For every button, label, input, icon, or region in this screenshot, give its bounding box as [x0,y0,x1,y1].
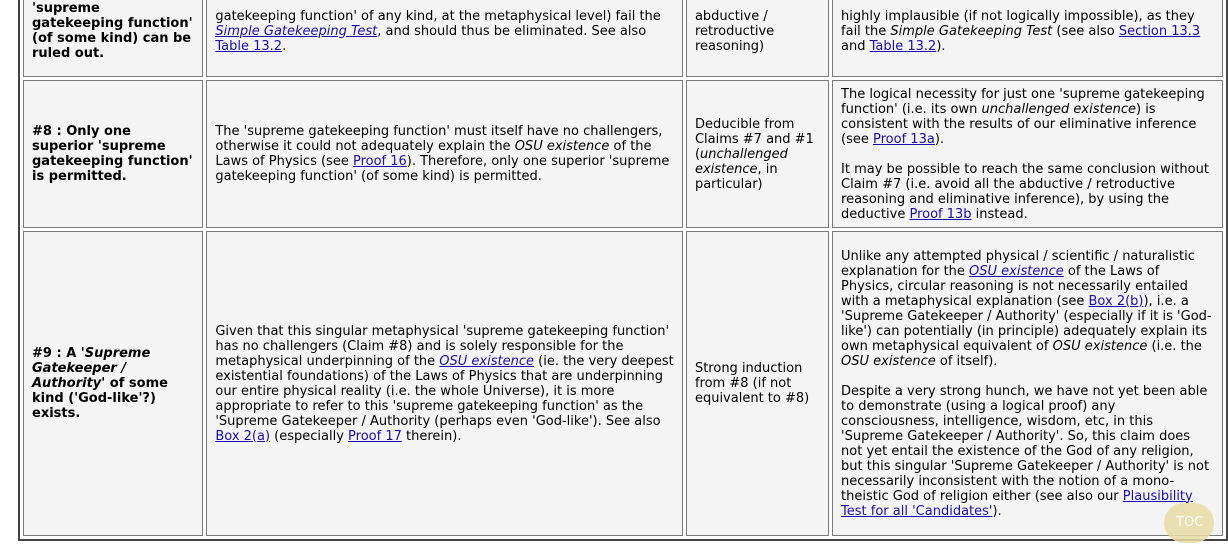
cross-reference-link[interactable]: OSU existence [439,353,534,369]
paragraph [841,162,1214,222]
text-run: Deducible from Claims #7 and #1 ( [694,116,814,162]
text-run: Despite a very strong hunch, we have not yet been able to demonstrate (using a logical proof) any consciousness, intelligence, wisdom, etc, in this 'Supreme Gatekeeper / Authority'. So, this claim does not yet entail the existence of the God of any religion, but this singular 'Supreme Gatekeeper / Authority' is not necessarily inconsistent with the notion of a mono-theistic God of religion either (see also our [841,383,1210,504]
text-run: OSU existence [514,139,610,154]
table-row [23,0,1223,77]
explanation-cell [206,80,683,228]
explanation-cell [206,231,683,536]
cross-reference-link[interactable]: OSU existence [969,263,1064,279]
text-run: ). [936,38,946,54]
text-run: gatekeeping function' of any kind, at the metaphysical level) fail the [215,8,661,24]
paragraph [215,124,674,184]
text-run: ). [934,131,945,147]
comments-cell [832,80,1223,228]
claims-table-body [23,0,1223,536]
claim-cell [23,80,203,228]
text-run: Unlike any attempted physical / scientific / naturalistic explanation for the [841,248,1195,279]
reasoning-cell [686,231,829,536]
text-run: ' of some kind ('God-like'?) exists. [32,376,168,421]
explanation-cell [206,0,683,77]
text-run: OSU existence [841,353,936,369]
text-run: (ie. the very deepest existential foundations) of the Laws of Physics that are underpinning our entire physical reality (i.e. the whole Universe), it is more appropriate to refer to this 'supreme gatekeeping function' as the 'Supreme Gatekeeper / Authority (perhaps even 'God-like'). See also [215,353,674,429]
text-run: ). [992,503,1002,519]
text-run: abductive / retroductive reasoning) [694,8,775,54]
text-run: Given that this singular metaphysical 'supreme gatekeeping function' has no challengers (Claim #8) and is solely responsible for the metaphysical underpinning of the [215,323,670,369]
cross-reference-link[interactable]: Proof 13a [873,131,935,147]
cross-reference-link[interactable]: Simple Gatekeeping Test [215,23,378,39]
text-run: . [282,38,287,54]
cross-reference-link[interactable]: Proof 16 [352,154,407,169]
paragraph [841,384,1214,519]
text-run: Supreme Gatekeeper / Authority [32,346,151,391]
text-run: #8 : Only one superior 'supreme gatekeeping function' is permitted. [32,124,193,184]
comments-cell [832,0,1223,77]
reasoning-cell [686,0,829,77]
text-run: , and should thus be eliminated. See also [377,23,647,39]
text-run: of itself). [935,353,998,369]
cross-reference-link[interactable]: Proof 13b [909,206,972,222]
text-run: (especially [270,428,349,444]
cross-reference-link[interactable]: Box 2(a) [215,428,271,444]
table-row [23,80,1223,228]
claims-table [18,0,1228,541]
text-run: 'supreme gatekeeping function' (of some kind) can be ruled out. [32,1,193,61]
table-row [23,231,1223,536]
reasoning-cell [686,80,829,228]
text-run: It may be possible to reach the same conclusion without Claim #7 (i.e. avoid all the abductive / retroductive reasoning and eliminative inference), by using the deductive [841,161,1209,222]
text-run: (see also [1052,23,1119,39]
cross-reference-link[interactable]: Table 13.2 [215,38,283,54]
text-run: OSU existence [1052,338,1148,354]
text-run: Simple Gatekeeping Test [890,23,1053,39]
claim-cell [23,0,203,77]
cross-reference-link[interactable]: Box 2(b) [1088,293,1144,309]
text-run: unchallenged existence [694,146,788,177]
comments-cell [832,231,1223,536]
cross-reference-link[interactable]: Proof 17 [348,428,402,444]
text-run: #9 : A ' [32,346,85,361]
cross-reference-link[interactable]: Plausibility Test for all 'Candidates' [841,488,1193,519]
text-run: therein). [401,428,462,444]
text-run: ). Therefore, only one superior 'supreme gatekeeping function' (of some kind) is permitted. [215,154,670,184]
text-run: Strong induction from #8 (if not equivalent to #8) [694,361,810,406]
cross-reference-link[interactable]: Section 13.3 [1118,23,1201,39]
paragraph [841,9,1214,54]
text-run: unchallenged existence [981,101,1136,117]
text-run: highly implausible (if not logically impossible), as they fail the [841,8,1195,39]
text-run: , in particular) [694,161,778,192]
paragraph [215,324,674,444]
toc-button[interactable]: TOC [1164,503,1214,543]
text-run: (i.e. the [1147,338,1202,354]
text-run: instead. [971,206,1028,222]
paragraph [841,87,1214,147]
text-run: and [841,38,870,54]
text-run: The 'supreme gatekeeping function' must itself have no challengers, otherwise it could not adequately explain the [215,124,663,154]
paragraph [215,9,674,54]
text-run: of the Laws of Physics, circular reasoning is not necessarily entailed with a metaphysical explanation (see [841,263,1188,309]
text-run: of the Laws of Physics (see [215,139,652,169]
cross-reference-link[interactable]: Table 13.2 [869,38,937,54]
claim-cell [23,231,203,536]
paragraph [841,249,1214,369]
text-run: ) is consistent with the results of our eliminative inference (see [841,101,1197,147]
text-run: ), i.e. a 'Supreme Gatekeeper / Authority' (especially if it is 'God-like') can potentially (in principle) adequately explain its own metaphysical equivalent of [841,293,1212,354]
text-run: The logical necessity for just one 'supreme gatekeeping function' (i.e. its own [841,86,1205,117]
